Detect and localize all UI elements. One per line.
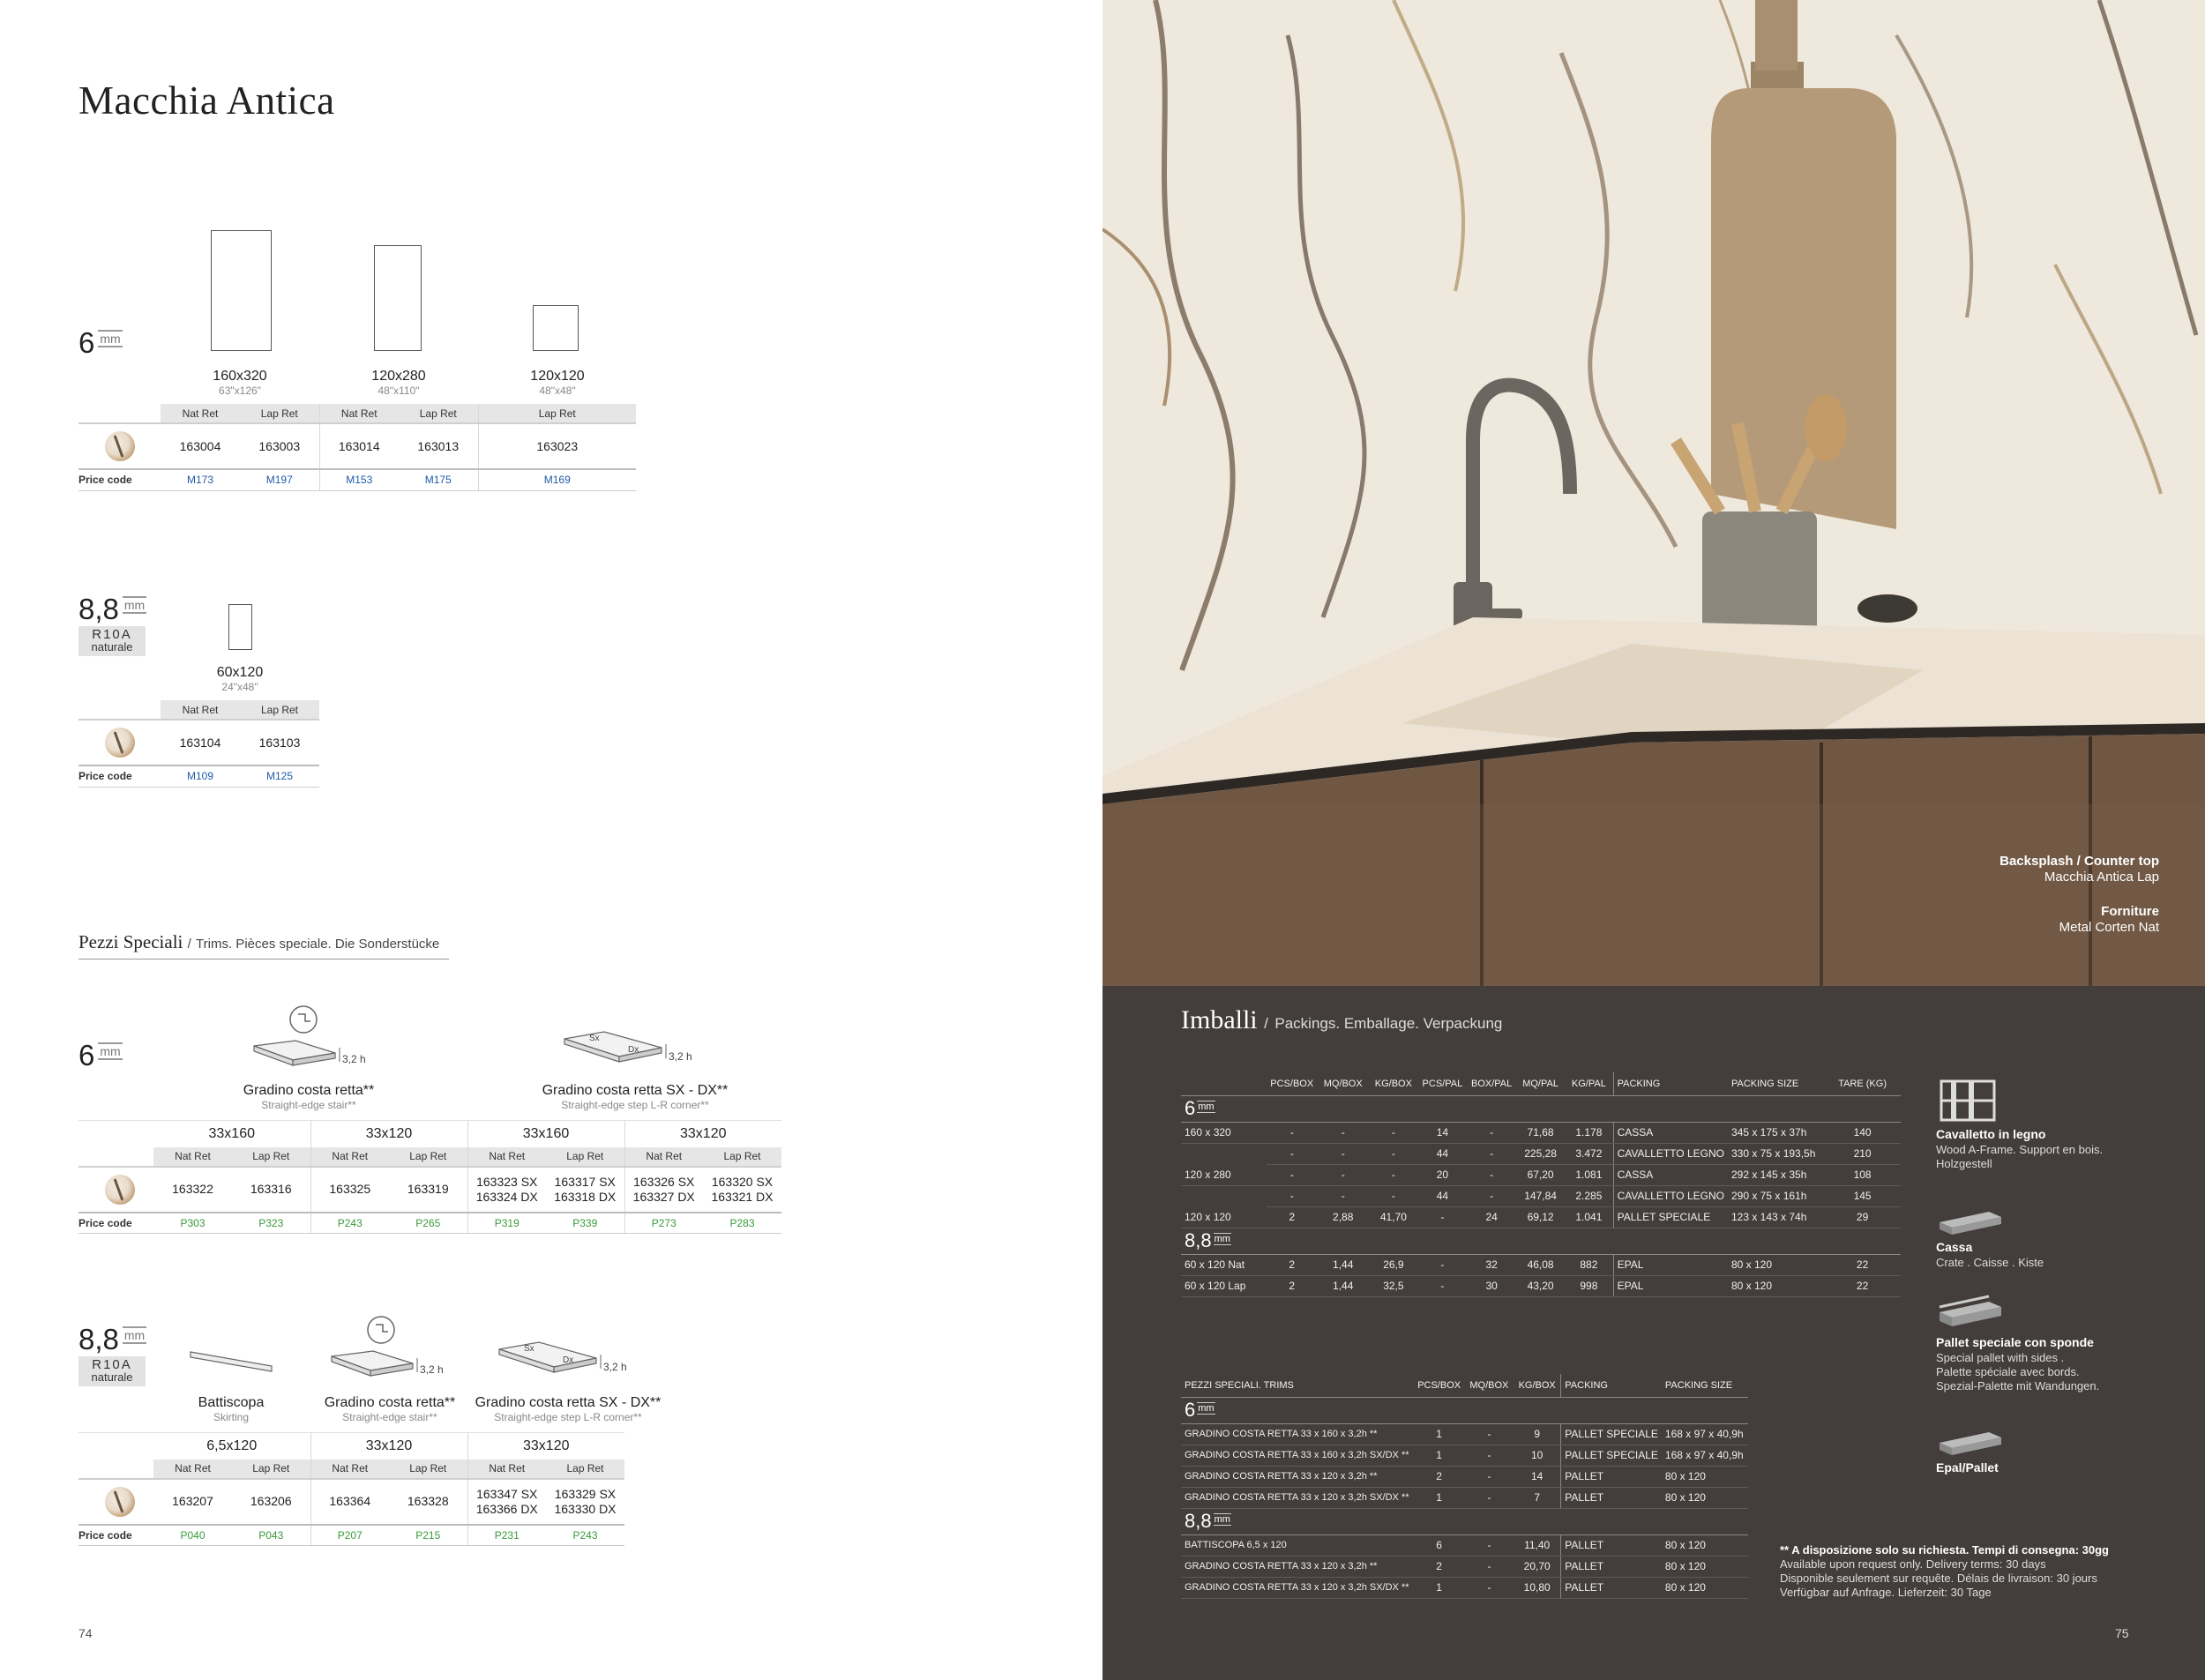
size-label-120x280: 120x280 48"x110": [371, 369, 426, 397]
size-label-160x320: 160x320 63"x126": [213, 369, 267, 397]
crate-icon: [1936, 1205, 2007, 1240]
trim-packing-row: GRADINO COSTA RETTA 33 x 120 x 3,2h ** 2 - 14 PALLET 80 x 120: [1181, 1466, 1748, 1487]
imballi-title: Imballi / Packings. Emballage. Verpackung: [1181, 1005, 1503, 1034]
thickness-8-8mm: 8,8 mm: [78, 593, 146, 625]
thickness-8-8mm-trims: 8,8 mm: [78, 1323, 146, 1355]
stair-piece-drawing-2: [325, 1314, 448, 1385]
r10a-badge-trims: R10A naturale: [78, 1356, 146, 1386]
thickness-6mm-trims: 6 mm: [78, 1039, 121, 1071]
packing-row: - - - 44 - 225,28 3.472 CAVALLETTO LEGNO 330 x 75 x 193,5h 210: [1181, 1143, 1901, 1164]
piece-label-battiscopa: Battiscopa Skirting: [198, 1395, 265, 1423]
material-swatch: [105, 728, 135, 758]
piece-label-gradino-2: Gradino costa retta** Straight-edge stair**: [324, 1395, 456, 1423]
stair-corner-piece-drawing-2: [490, 1333, 632, 1386]
codes-table-6mm: Nat Ret Lap Ret Nat Ret Lap Ret Lap Ret 163004 163003 163014 163013 163023 Price code M173 M197 M153 M175 M169: [78, 404, 636, 491]
epal-pallet-icon: [1936, 1429, 2007, 1459]
section-title-pezzi-speciali: Pezzi Speciali / Trims. Pièces speciale. Die Sonderstücke: [78, 931, 449, 959]
packing-panel: [1102, 986, 2205, 1680]
tile-120x120: [533, 305, 579, 351]
trim-packing-row: GRADINO COSTA RETTA 33 x 120 x 3,2h SX/DX ** 1 - 10,80 PALLET 80 x 120: [1181, 1577, 1748, 1598]
r10a-badge: R10A naturale: [78, 626, 146, 656]
page-number-right: 75: [2115, 1626, 2129, 1640]
trim-packing-row: GRADINO COSTA RETTA 33 x 120 x 3,2h ** 2 - 20,70 PALLET 80 x 120: [1181, 1556, 1748, 1577]
wood-a-frame-icon: [1936, 1074, 2007, 1127]
trim-packing-row: GRADINO COSTA RETTA 33 x 160 x 3,2h SX/DX ** 1 - 10 PALLET SPECIALE 168 x 97 x 40,9h: [1181, 1445, 1748, 1466]
svg-text:Dx: Dx: [563, 1355, 574, 1365]
skirting-drawing: [185, 1345, 282, 1380]
codes-table-trims-8-8mm: 6,5x120 33x120 33x120 Nat Ret Lap Ret Nat Ret Lap Ret Nat Ret Lap Ret 163207 163206 163364 163328 163347 SX 163366 DX 163329 SX 163330 DX Price code P040 P043 P207 P215 P231 P243: [78, 1432, 624, 1546]
photo-caption-backsplash: Backsplash / Counter top Macchia Antica Lap: [1999, 854, 2159, 885]
material-swatch: [105, 431, 135, 461]
piece-label-gradino-sx-dx-2: Gradino costa retta SX - DX** Straight-edge step L-R corner**: [475, 1395, 662, 1423]
packing-row: 120 x 280 - - - 20 - 67,20 1.081 CASSA 292 x 145 x 35h 108: [1181, 1164, 1901, 1185]
packing-row: 160 x 320 - - - 14 - 71,68 1.178 CASSA 345 x 175 x 37h 140: [1181, 1122, 1901, 1143]
codes-table-8-8mm: Nat Ret Lap Ret 163104 163103 Price code M109 M125: [78, 700, 319, 788]
thickness-6mm: 6 mm: [78, 326, 121, 359]
tile-160x320: [211, 230, 272, 351]
pallet-with-sides-icon: [1936, 1295, 2007, 1334]
trim-packing-row: GRADINO COSTA RETTA 33 x 120 x 3,2h SX/DX ** 1 - 7 PALLET 80 x 120: [1181, 1487, 1748, 1508]
svg-text:3,2 h: 3,2 h: [420, 1363, 444, 1376]
kitchen-photo: [1102, 0, 2205, 986]
svg-text:Sx: Sx: [524, 1344, 534, 1354]
left-page: [0, 0, 1102, 1680]
trim-packing-row: GRADINO COSTA RETTA 33 x 160 x 3,2h ** 1 - 9 PALLET SPECIALE 168 x 97 x 40,9h: [1181, 1423, 1748, 1445]
pack-type-pallet-speciale: Pallet speciale con sponde Special pallet with sides . Palette spéciale avec bords. Spezial-Palette mit Wandungen.: [1936, 1335, 2100, 1393]
svg-text:Sx: Sx: [589, 1034, 600, 1043]
packing-row: 60 x 120 Lap 2 1,44 32,5 - 30 43,20 998 EPAL 80 x 120 22: [1181, 1275, 1901, 1296]
page-title: Macchia Antica: [78, 78, 335, 123]
svg-text:3,2 h: 3,2 h: [342, 1053, 366, 1065]
material-swatch: [105, 1487, 135, 1517]
packing-row: 60 x 120 Nat 2 1,44 26,9 - 32 46,08 882 EPAL 80 x 120 22: [1181, 1254, 1901, 1275]
svg-text:Dx: Dx: [628, 1045, 639, 1055]
circle-icon: [290, 1006, 317, 1033]
stair-corner-piece-drawing: [556, 1023, 697, 1076]
packing-row: - - - 44 - 147,84 2.285 CAVALLETTO LEGNO 290 x 75 x 161h 145: [1181, 1185, 1901, 1206]
pack-type-cassa: Cassa Crate . Caisse . Kiste: [1936, 1240, 2044, 1269]
svg-text:3,2 h: 3,2 h: [669, 1050, 692, 1063]
material-swatch: [105, 1175, 135, 1205]
circle-icon: [368, 1317, 394, 1343]
piece-label-gradino: Gradino costa retta** Straight-edge stair**: [243, 1083, 375, 1111]
trims-packing-table: PEZZI SPECIALI. TRIMS PCS/BOX MQ/BOX KG/BOX PACKING PACKING SIZE 6 $^{mm}$ GRADINO COSTA RETTA 33 x 160 x 3,2h ** 1 - 9 PALLET SPECIALE 168 x 97 x 40,9h GRADINO COSTA RETTA 33 x 160 x 3,2h SX/DX ** 1 - 10 PALLET SPECIALE 168 x 97 x 40,9h GRADINO COSTA RETTA 33 x 120 x 3,2h ** 2 - 14 PALLET 80 x 120 GRADINO COSTA RETTA 33 x 120 x 3,2h SX/DX ** 1 - 7 PALLET 80 x 120 8,8 $^{mm}$ BATTISCOPA 6,5 x 120 6 - 11,40 PALLET 80 x 120 GRADINO COSTA RETTA 33 x 120 x 3,2h ** 2 - 20,70 PALLET 80 x 120 GRADINO COSTA RETTA 33 x 120 x 3,2h SX/DX ** 1 - 10,80 PALLET 80 x 120: [1181, 1374, 1748, 1599]
size-label-60x120: 60x120 24"x48": [216, 665, 264, 693]
trim-packing-row: BATTISCOPA 6,5 x 120 6 - 11,40 PALLET 80 x 120: [1181, 1534, 1748, 1556]
pack-type-epal: Epal/Pallet: [1936, 1460, 1999, 1475]
kitchen-photo-illustration: [1102, 0, 2205, 986]
stair-piece-drawing: [247, 1004, 370, 1074]
codes-table-trims-6mm: 33x160 33x120 33x160 33x120 Nat Ret Lap Ret Nat Ret Lap Ret Nat Ret Lap Ret Nat Ret Lap Ret 163322 163316 163325 163319 163323 SX 163324 DX 163317 SX 163318 DX 163326 SX 163327 DX 163320 SX 163321 DX Price code P303 P323 P243 P265 P319 P339 P273 P283: [78, 1120, 781, 1234]
right-page: [1102, 0, 2205, 1680]
size-label-120x120: 120x120 48"x48": [530, 369, 585, 397]
tile-120x280: [374, 245, 422, 351]
availability-note: ** A disposizione solo su richiesta. Tempi di consegna: 30gg Available upon request only. Delivery terms: 30 days Disponible seulement sur requête. Délais de livraison: 30 jours Verfügbar auf Anfrage. Lieferzeit: 30 Tage: [1780, 1543, 2109, 1599]
page-number-left: 74: [78, 1626, 93, 1640]
photo-caption-forniture: Forniture Metal Corten Nat: [2059, 904, 2159, 935]
packing-table: PCS/BOX MQ/BOX KG/BOX PCS/PAL BOX/PAL MQ/PAL KG/PAL PACKING PACKING SIZE TARE (KG) 6 $^{mm}$ 160 x 320 - - - 14 - 71,68 1.178 CASSA 345 x 175 x 37h 140 - - - 44 - 225,28 3.472 CAVALLETTO LEGNO 330 x 75 x 193,5h 210 120 x 280 - - - 20 - 67,20 1.081 CASSA 292 x 145 x 35h 108 - - - 44 - 147,84 2.285 CAVALLETTO LEGNO 290 x 75 x 161h 145 120 x 120 2 2,88 41,70 - 24 69,12 1.041 PALLET SPECIALE 123 x 143 x 74h 29 8,8 $^{mm}$ 60 x 120 Nat 2 1,44 26,9 - 32 46,08 882 EPAL 80 x 120 22 60 x 120 Lap 2 1,44 32,5 - 30 43,20 998 EPAL 80 x 120 22: [1181, 1072, 1901, 1297]
pack-type-cavalletto: Cavalletto in legno Wood A-Frame. Support en bois. Holzgestell: [1936, 1127, 2104, 1170]
tile-60x120: [228, 604, 252, 650]
packing-row: 120 x 120 2 2,88 41,70 - 24 69,12 1.041 PALLET SPECIALE 123 x 143 x 74h 29: [1181, 1206, 1901, 1228]
svg-text:3,2 h: 3,2 h: [603, 1361, 627, 1373]
piece-label-gradino-sx-dx: Gradino costa retta SX - DX** Straight-edge step L-R corner**: [542, 1083, 729, 1111]
